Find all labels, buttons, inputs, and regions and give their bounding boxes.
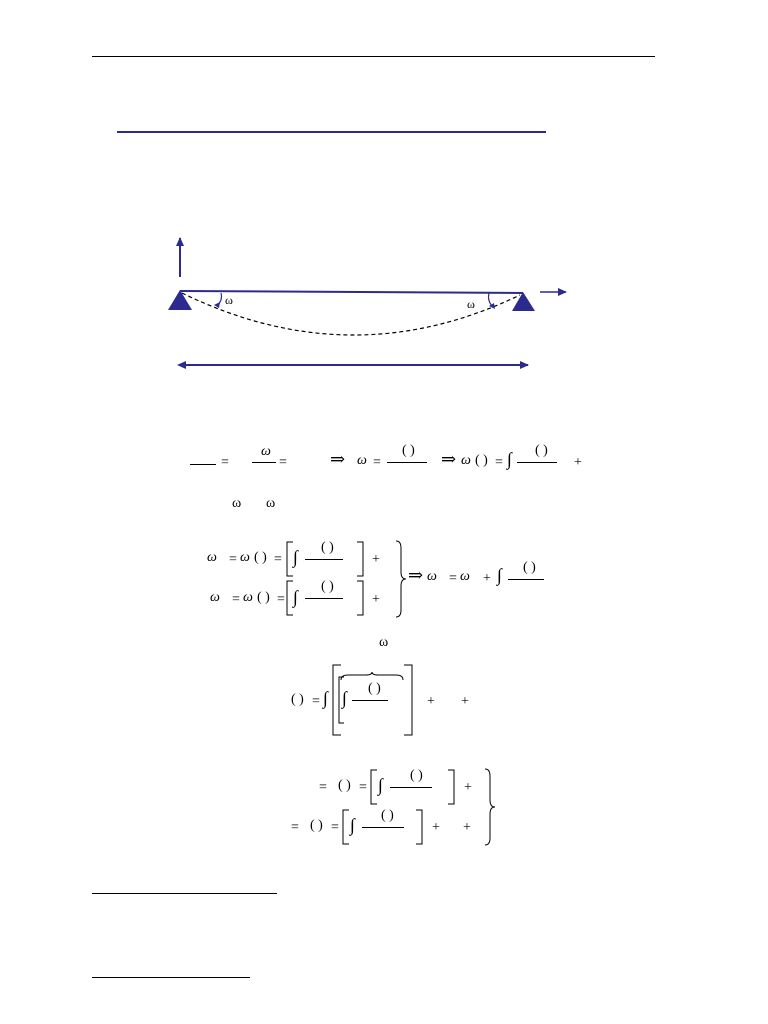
eq2-top-equals-b: = [274,552,282,567]
eq3-paren-num: ( ) [368,681,381,696]
eq3-right-bracket [402,664,414,736]
eq4-right-brace [484,768,496,846]
eq3-paren: ( ) [291,692,304,707]
eq2-bot-fraction-bar [305,598,343,599]
eq2-bot-paren: ( ) [257,590,270,605]
eq2-result-fraction-bar [508,579,544,580]
eq2-bot-integral: ∫ [293,587,298,607]
eq1-fraction-bar-c [387,462,427,463]
line4-omega: ω [379,635,389,650]
eq1-omega-a: ω [261,444,271,459]
eq4-bot-equals-a: = [291,820,299,835]
eq2-top-plus: + [372,552,380,567]
left-support [168,290,192,310]
eq1-integral: ∫ [507,449,512,469]
eq2-implies: ⇒ [408,565,424,585]
eq4-top-equals-b: = [359,780,367,795]
eq2-top-right-bracket [355,541,365,577]
right-rotation-label: ω [467,297,475,311]
eq2-result-plus: + [483,571,491,586]
eq2-top-integral: ∫ [293,547,298,567]
eq2-bot-omega-b: ω [243,590,253,605]
eq4-top-paren-num: ( ) [410,768,423,783]
eq2-bot-omega: ω [210,590,220,605]
eq4-top-plus: + [464,780,472,795]
eq1-omega-c: ω [461,453,471,468]
eq1-plus: + [574,455,582,470]
eq2-bot-equals-a: = [232,592,240,607]
eq4-top-equals-a: = [319,780,327,795]
eq2-result-omega-b: ω [460,569,470,584]
eq4-bot-plus-b: + [463,820,471,835]
eq2-result-omega-a: ω [427,569,437,584]
eq4-bot-fraction-bar [362,827,404,828]
eq1-fraction-bar-a [190,464,216,465]
line2-omega-a: ω [232,496,242,511]
eq1-fraction-bar-b [252,462,276,463]
eq2-result-equals: = [449,571,457,586]
left-rotation-label: ω [225,293,233,307]
eq2-top-omega: ω [207,550,217,565]
eq1-omega-b: ω [357,453,367,468]
eq2-bot-paren-num: ( ) [321,579,334,594]
eq1-implies-a: ⇒ [330,449,346,469]
eq2-bot-equals-b: = [277,592,285,607]
eq2-top-paren-num: ( ) [321,540,334,555]
eq1-equals-c: = [373,455,381,470]
eq4-bot-plus-a: + [432,820,440,835]
eq1-fraction-bar-d [517,462,557,463]
eq2-top-paren: ( ) [254,550,267,565]
eq2-top-fraction-bar [305,559,343,560]
eq4-top-integral: ∫ [378,775,383,795]
eq2-result-paren-num: ( ) [523,560,536,575]
eq4-bot-paren: ( ) [310,818,323,833]
eq3-integral-outer: ∫ [323,688,328,708]
eq4-top-right-bracket [446,769,456,805]
footer-separator [92,977,250,978]
eq3-equals: = [312,694,320,709]
eq4-bot-integral: ∫ [350,815,355,835]
line2-omega-b: ω [266,496,276,511]
footnote-separator [92,893,277,894]
eq1-paren-num-1: ( ) [402,443,415,458]
eq3-fraction-bar [352,700,388,701]
eq4-bot-right-bracket [414,809,424,845]
eq3-integral-inner: ∫ [342,688,347,708]
eq1-equals-b: = [279,455,287,470]
eq4-top-fraction-bar [390,787,432,788]
right-support [512,292,535,311]
eq2-bot-plus: + [372,592,380,607]
eq2-bot-right-bracket [355,580,365,616]
eq1-paren: ( ) [475,453,488,468]
eq4-bot-paren-num: ( ) [381,808,394,823]
eq1-equals-d: = [495,455,503,470]
eq2-right-brace [395,540,407,618]
eq2-top-equals-a: = [229,552,237,567]
eq3-plus-b: + [461,694,469,709]
eq4-bot-equals-b: = [331,820,339,835]
eq2-result-integral: ∫ [497,565,502,585]
eq2-top-omega-b: ω [240,550,250,565]
eq1-equals-a: = [221,455,229,470]
eq1-implies-b: ⇒ [441,449,457,469]
eq4-top-paren: ( ) [338,778,351,793]
eq1-paren-num-2: ( ) [535,443,548,458]
eq3-plus-a: + [427,694,435,709]
